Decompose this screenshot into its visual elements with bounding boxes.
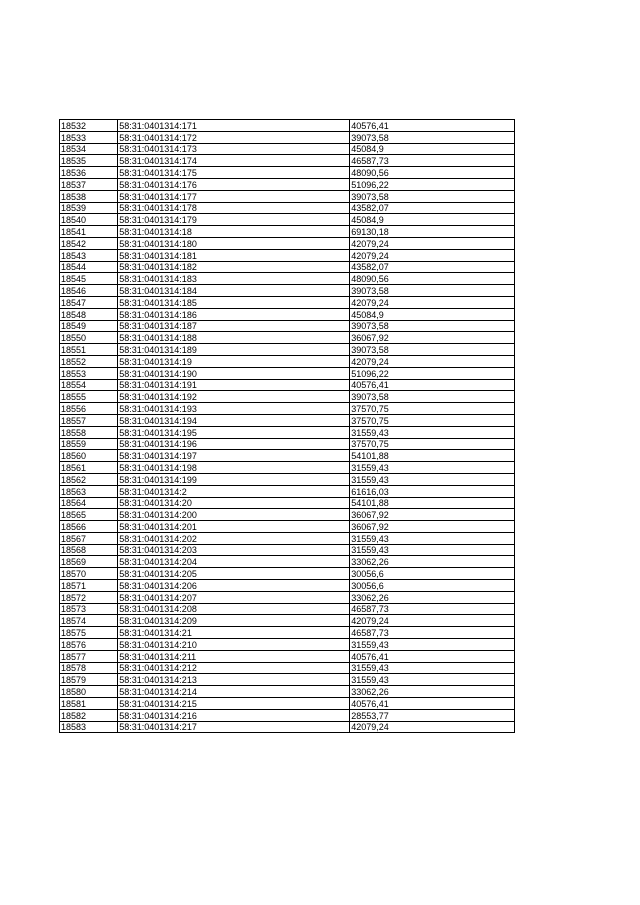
value-cell: 42079,24 xyxy=(350,355,515,367)
table-row xyxy=(60,332,515,344)
table-row xyxy=(60,167,515,179)
cadastral-number-cell: 58:31:0401314:184 xyxy=(118,285,350,297)
table-row xyxy=(60,403,515,415)
row-number-cell: 18563 xyxy=(60,485,118,497)
row-number-cell: 18554 xyxy=(60,379,118,391)
value-cell: 42079,24 xyxy=(350,721,515,733)
cadastral-number-cell: 58:31:0401314:213 xyxy=(118,674,350,686)
value-cell: 28553,77 xyxy=(350,709,515,721)
cadastral-number-cell: 58:31:0401314:178 xyxy=(118,202,350,214)
row-number-cell: 18583 xyxy=(60,721,118,733)
cadastral-number-cell: 58:31:0401314:189 xyxy=(118,344,350,356)
cadastral-number-cell: 58:31:0401314:190 xyxy=(118,367,350,379)
row-number-cell: 18581 xyxy=(60,698,118,710)
table-row xyxy=(60,285,515,297)
table-row xyxy=(60,462,515,474)
cadastral-number-cell: 58:31:0401314:199 xyxy=(118,473,350,485)
cadastral-number-cell: 58:31:0401314:188 xyxy=(118,332,350,344)
cadastral-number-cell: 58:31:0401314:214 xyxy=(118,686,350,698)
table-row xyxy=(60,450,515,462)
cadastral-number-cell: 58:31:0401314:172 xyxy=(118,131,350,143)
table-body xyxy=(60,120,515,733)
cadastral-number-cell: 58:31:0401314:203 xyxy=(118,544,350,556)
cadastral-number-cell: 58:31:0401314:202 xyxy=(118,532,350,544)
row-number-cell: 18543 xyxy=(60,249,118,261)
cadastral-number-cell: 58:31:0401314:206 xyxy=(118,580,350,592)
value-cell: 37570,75 xyxy=(350,403,515,415)
table-row xyxy=(60,214,515,226)
value-cell: 31559,43 xyxy=(350,662,515,674)
value-cell: 33062,26 xyxy=(350,591,515,603)
value-cell: 31559,43 xyxy=(350,426,515,438)
table-row xyxy=(60,120,515,132)
table-row xyxy=(60,721,515,733)
value-cell: 54101,88 xyxy=(350,497,515,509)
cadastral-number-cell: 58:31:0401314:205 xyxy=(118,568,350,580)
value-cell: 46587,73 xyxy=(350,603,515,615)
table-row xyxy=(60,320,515,332)
row-number-cell: 18539 xyxy=(60,202,118,214)
table-row xyxy=(60,237,515,249)
cadastral-number-cell: 58:31:0401314:181 xyxy=(118,249,350,261)
cadastral-number-cell: 58:31:0401314:207 xyxy=(118,591,350,603)
row-number-cell: 18556 xyxy=(60,403,118,415)
cadastral-number-cell: 58:31:0401314:175 xyxy=(118,167,350,179)
value-cell: 45084,9 xyxy=(350,143,515,155)
value-cell: 45084,9 xyxy=(350,214,515,226)
table-row xyxy=(60,344,515,356)
value-cell: 39073,58 xyxy=(350,131,515,143)
row-number-cell: 18550 xyxy=(60,332,118,344)
row-number-cell: 18573 xyxy=(60,603,118,615)
cadastral-number-cell: 58:31:0401314:176 xyxy=(118,178,350,190)
value-cell: 39073,58 xyxy=(350,320,515,332)
table-row xyxy=(60,426,515,438)
value-cell: 61616,03 xyxy=(350,485,515,497)
value-cell: 33062,26 xyxy=(350,556,515,568)
table-row xyxy=(60,662,515,674)
cadastral-number-cell: 58:31:0401314:191 xyxy=(118,379,350,391)
cadastral-number-cell: 58:31:0401314:21 xyxy=(118,627,350,639)
row-number-cell: 18533 xyxy=(60,131,118,143)
cadastral-number-cell: 58:31:0401314:196 xyxy=(118,438,350,450)
table-row xyxy=(60,521,515,533)
cadastral-number-cell: 58:31:0401314:198 xyxy=(118,462,350,474)
value-cell: 31559,43 xyxy=(350,639,515,651)
row-number-cell: 18549 xyxy=(60,320,118,332)
table-row xyxy=(60,379,515,391)
cadastral-number-cell: 58:31:0401314:173 xyxy=(118,143,350,155)
row-number-cell: 18562 xyxy=(60,473,118,485)
row-number-cell: 18542 xyxy=(60,237,118,249)
row-number-cell: 18566 xyxy=(60,521,118,533)
table-row xyxy=(60,190,515,202)
table-row xyxy=(60,532,515,544)
row-number-cell: 18575 xyxy=(60,627,118,639)
cadastral-number-cell: 58:31:0401314:217 xyxy=(118,721,350,733)
table-row xyxy=(60,485,515,497)
value-cell: 31559,43 xyxy=(350,462,515,474)
value-cell: 42079,24 xyxy=(350,249,515,261)
value-cell: 30056,6 xyxy=(350,568,515,580)
cadastral-number-cell: 58:31:0401314:2 xyxy=(118,485,350,497)
row-number-cell: 18579 xyxy=(60,674,118,686)
table-row xyxy=(60,509,515,521)
cadastral-number-cell: 58:31:0401314:182 xyxy=(118,261,350,273)
value-cell: 31559,43 xyxy=(350,674,515,686)
cadastral-number-cell: 58:31:0401314:212 xyxy=(118,662,350,674)
table-row xyxy=(60,249,515,261)
cadastral-number-cell: 58:31:0401314:171 xyxy=(118,120,350,132)
cadastral-number-cell: 58:31:0401314:20 xyxy=(118,497,350,509)
table-row xyxy=(60,650,515,662)
row-number-cell: 18569 xyxy=(60,556,118,568)
cadastral-number-cell: 58:31:0401314:210 xyxy=(118,639,350,651)
value-cell: 37570,75 xyxy=(350,414,515,426)
cadastral-number-cell: 58:31:0401314:186 xyxy=(118,308,350,320)
value-cell: 48090,56 xyxy=(350,167,515,179)
value-cell: 36067,92 xyxy=(350,509,515,521)
row-number-cell: 18534 xyxy=(60,143,118,155)
table-row xyxy=(60,367,515,379)
row-number-cell: 18552 xyxy=(60,355,118,367)
row-number-cell: 18553 xyxy=(60,367,118,379)
table-row xyxy=(60,686,515,698)
value-cell: 54101,88 xyxy=(350,450,515,462)
row-number-cell: 18532 xyxy=(60,120,118,132)
table-row xyxy=(60,296,515,308)
value-cell: 51096,22 xyxy=(350,178,515,190)
value-cell: 36067,92 xyxy=(350,332,515,344)
cadastral-number-cell: 58:31:0401314:192 xyxy=(118,391,350,403)
table-row xyxy=(60,580,515,592)
table-row xyxy=(60,556,515,568)
cadastral-number-cell: 58:31:0401314:216 xyxy=(118,709,350,721)
table-row xyxy=(60,131,515,143)
row-number-cell: 18536 xyxy=(60,167,118,179)
value-cell: 48090,56 xyxy=(350,273,515,285)
cadastral-number-cell: 58:31:0401314:204 xyxy=(118,556,350,568)
row-number-cell: 18555 xyxy=(60,391,118,403)
row-number-cell: 18558 xyxy=(60,426,118,438)
value-cell: 69130,18 xyxy=(350,226,515,238)
value-cell: 43582,07 xyxy=(350,202,515,214)
table-row xyxy=(60,615,515,627)
cadastral-number-cell: 58:31:0401314:174 xyxy=(118,155,350,167)
data-table xyxy=(59,119,515,733)
table-row xyxy=(60,391,515,403)
value-cell: 42079,24 xyxy=(350,237,515,249)
row-number-cell: 18560 xyxy=(60,450,118,462)
cadastral-number-cell: 58:31:0401314:183 xyxy=(118,273,350,285)
row-number-cell: 18540 xyxy=(60,214,118,226)
value-cell: 42079,24 xyxy=(350,615,515,627)
table-row xyxy=(60,674,515,686)
table-row xyxy=(60,627,515,639)
value-cell: 37570,75 xyxy=(350,438,515,450)
table-row xyxy=(60,591,515,603)
value-cell: 39073,58 xyxy=(350,190,515,202)
row-number-cell: 18547 xyxy=(60,296,118,308)
value-cell: 30056,6 xyxy=(350,580,515,592)
value-cell: 39073,58 xyxy=(350,285,515,297)
value-cell: 45084,9 xyxy=(350,308,515,320)
table-row xyxy=(60,143,515,155)
cadastral-number-cell: 58:31:0401314:195 xyxy=(118,426,350,438)
cadastral-number-cell: 58:31:0401314:201 xyxy=(118,521,350,533)
table-row xyxy=(60,438,515,450)
table-row xyxy=(60,639,515,651)
row-number-cell: 18570 xyxy=(60,568,118,580)
value-cell: 40576,41 xyxy=(350,379,515,391)
cadastral-number-cell: 58:31:0401314:208 xyxy=(118,603,350,615)
cadastral-number-cell: 58:31:0401314:185 xyxy=(118,296,350,308)
cadastral-number-cell: 58:31:0401314:209 xyxy=(118,615,350,627)
row-number-cell: 18580 xyxy=(60,686,118,698)
row-number-cell: 18548 xyxy=(60,308,118,320)
row-number-cell: 18568 xyxy=(60,544,118,556)
row-number-cell: 18561 xyxy=(60,462,118,474)
value-cell: 36067,92 xyxy=(350,521,515,533)
cadastral-number-cell: 58:31:0401314:177 xyxy=(118,190,350,202)
row-number-cell: 18546 xyxy=(60,285,118,297)
cadastral-number-cell: 58:31:0401314:187 xyxy=(118,320,350,332)
table-row xyxy=(60,155,515,167)
table-row xyxy=(60,497,515,509)
value-cell: 46587,73 xyxy=(350,627,515,639)
row-number-cell: 18535 xyxy=(60,155,118,167)
table-row xyxy=(60,178,515,190)
cadastral-number-cell: 58:31:0401314:18 xyxy=(118,226,350,238)
table-row xyxy=(60,414,515,426)
row-number-cell: 18576 xyxy=(60,639,118,651)
row-number-cell: 18544 xyxy=(60,261,118,273)
row-number-cell: 18577 xyxy=(60,650,118,662)
table-row xyxy=(60,261,515,273)
row-number-cell: 18567 xyxy=(60,532,118,544)
row-number-cell: 18572 xyxy=(60,591,118,603)
row-number-cell: 18565 xyxy=(60,509,118,521)
table-row xyxy=(60,226,515,238)
value-cell: 43582,07 xyxy=(350,261,515,273)
value-cell: 39073,58 xyxy=(350,344,515,356)
row-number-cell: 18538 xyxy=(60,190,118,202)
cadastral-number-cell: 58:31:0401314:215 xyxy=(118,698,350,710)
row-number-cell: 18537 xyxy=(60,178,118,190)
table-row xyxy=(60,273,515,285)
row-number-cell: 18571 xyxy=(60,580,118,592)
row-number-cell: 18551 xyxy=(60,344,118,356)
cadastral-number-cell: 58:31:0401314:211 xyxy=(118,650,350,662)
table-row xyxy=(60,568,515,580)
table-row xyxy=(60,473,515,485)
value-cell: 31559,43 xyxy=(350,532,515,544)
cadastral-number-cell: 58:31:0401314:19 xyxy=(118,355,350,367)
cadastral-number-cell: 58:31:0401314:197 xyxy=(118,450,350,462)
row-number-cell: 18545 xyxy=(60,273,118,285)
table-row xyxy=(60,308,515,320)
value-cell: 39073,58 xyxy=(350,391,515,403)
row-number-cell: 18582 xyxy=(60,709,118,721)
table-row xyxy=(60,603,515,615)
cadastral-number-cell: 58:31:0401314:179 xyxy=(118,214,350,226)
row-number-cell: 18559 xyxy=(60,438,118,450)
cadastral-number-cell: 58:31:0401314:193 xyxy=(118,403,350,415)
row-number-cell: 18564 xyxy=(60,497,118,509)
value-cell: 40576,41 xyxy=(350,650,515,662)
value-cell: 31559,43 xyxy=(350,473,515,485)
table-row xyxy=(60,202,515,214)
table-row xyxy=(60,698,515,710)
value-cell: 33062,26 xyxy=(350,686,515,698)
table-row xyxy=(60,355,515,367)
cadastral-number-cell: 58:31:0401314:180 xyxy=(118,237,350,249)
cadastral-number-cell: 58:31:0401314:200 xyxy=(118,509,350,521)
value-cell: 46587,73 xyxy=(350,155,515,167)
table-row xyxy=(60,709,515,721)
value-cell: 40576,41 xyxy=(350,120,515,132)
row-number-cell: 18541 xyxy=(60,226,118,238)
row-number-cell: 18557 xyxy=(60,414,118,426)
value-cell: 51096,22 xyxy=(350,367,515,379)
cadastral-number-cell: 58:31:0401314:194 xyxy=(118,414,350,426)
row-number-cell: 18574 xyxy=(60,615,118,627)
row-number-cell: 18578 xyxy=(60,662,118,674)
value-cell: 31559,43 xyxy=(350,544,515,556)
value-cell: 42079,24 xyxy=(350,296,515,308)
value-cell: 40576,41 xyxy=(350,698,515,710)
table-row xyxy=(60,544,515,556)
